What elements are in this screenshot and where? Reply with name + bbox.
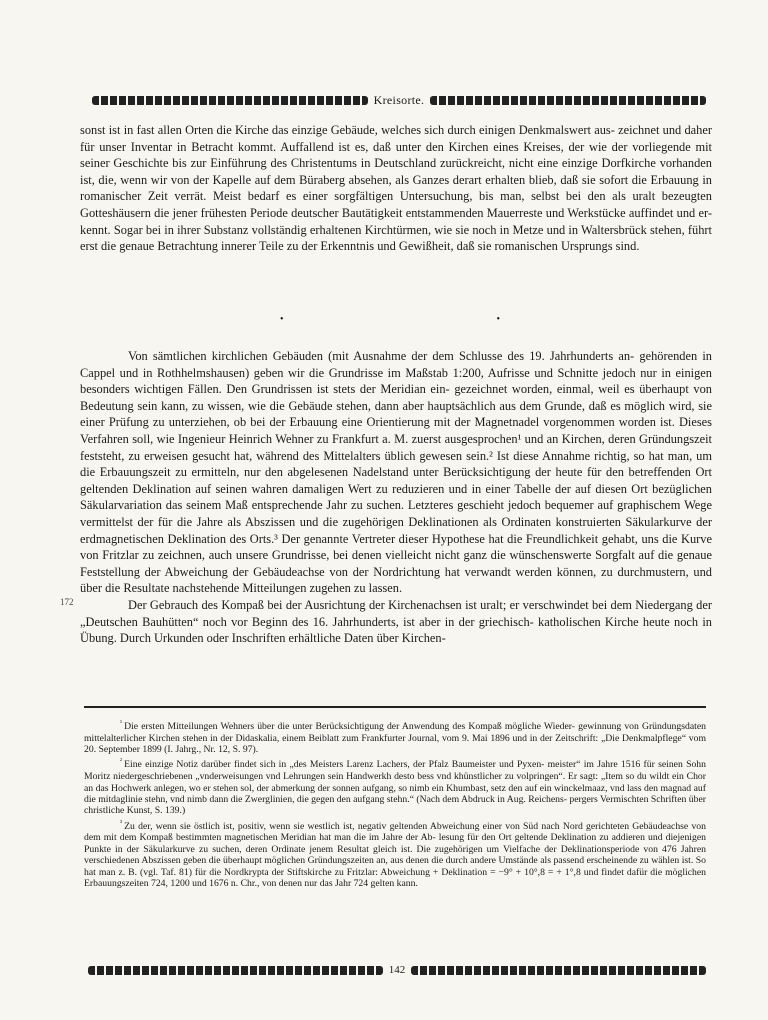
footer-ornament [88, 963, 706, 977]
header-ornament-right [430, 96, 706, 105]
margin-note: 172 [60, 597, 74, 607]
main-paragraphs [80, 348, 712, 647]
intro-paragraphs [80, 122, 712, 255]
footnote [84, 818, 706, 890]
footnote-mark: ³ [120, 818, 123, 827]
footnote-text: Die ersten Mitteilungen Wehners über die unter Berücksichtigung der Anwendung des Kompaß mögliche Wieder- gewinnung von Gründungsdaten mittelalterlicher Kirchen stehen in der Didaskalia, einem Beiblatt zum Frankfurter Journal, vom 9. Mai 1896 und in der Zeitschrift: „Die Denkmalpflege“ vom 20. September 1899 (I. Jahrg., Nr. 12, S. 97). [84, 721, 706, 756]
header-ornament-left [92, 96, 368, 105]
footer-ornament-right [411, 966, 706, 975]
footnote-text: Eine einzige Notiz darüber findet sich in „des Meisters Larenz Lachers, der Pfalz Baumeister und Pyxen- meister“ im Jahre 1516 für seinen Sohn Moritz niedergeschriebenen „vnderweisungen vnd Lehrungen sein Handwerkh desto bess vnd khünstlicher zu volpringen“. Er sagt: „Item so du wildt ein Chor an das Hochwerk anlegen, wo er stehen sol, der abmerkung der sonnen aufgang, so nimb ein Khumbast, setz den auf ein winckelmaaz, vnd lass den magnad auf die mitdaglinie stehn, vnd nimb dann die Zwerglinien, die gegen den aufgang stehn.“ (Nach dem Abdruck in Aug. Reichens- pergers Vermischten Schriften über christliche Kunst, S. 139.) [84, 759, 706, 817]
footnote-mark: ¹ [120, 719, 123, 727]
section-title: Kreisorte. [373, 92, 425, 107]
footnote-text: Zu der, wenn sie östlich ist, positiv, wenn sie westlich ist, negativ geltenden Abweichung einer von Süd nach Nord gerichteten Gebäudeachse von dem mit dem Kompaß bestimmten magnetischen Meridian hat man die im Jahre der Ab- lesung für den Ort geltende Deklination zu addieren und diejenigen Punkte in der Säkularkurve zu suchen, deren Ordinate jenem Resultat gleich ist. Die zugehörigen um Vielfache der Deklinationsperiode von 476 Jahren verschiedenen Abszissen geben die überhaupt möglichen Gründungszeiten an, aus denen die durch andere Umstände als passend erscheinende zu wählen ist. So hat man z. B. (vgl. Taf. 81) für die Nordkrypta der Stiftskirche zu Fritzlar: Abweichung + Deklination = −9° + 10°,8 = + 1°,8 und findet dafür die möglichen Erbauungszeiten 724, 1200 und 1676 n. Chr., von denen nur das Jahr 724 gelten kann. [84, 820, 706, 889]
footnotes [84, 718, 706, 890]
paragraph: Der Gebrauch des Kompaß bei der Ausrichtung der Kirchenachsen ist uralt; er verschwindet bei dem Niedergang der „Deutschen Bauhütten“ noch vor Beginn des 16. Jahrhunderts, ist aber in der griechisch- katholischen Kirche heute noch in Übung. Durch Urkunden oder Inschriften erhältliche Daten über Kirchen- [80, 597, 712, 646]
footnote-mark: ² [120, 757, 123, 766]
paragraph: sonst ist in fast allen Orten die Kirche das einzige Gebäude, welches sich durch einigen Denkmalswert aus- zeichnet und daher für unser Inventar in Betracht kommt. Auffallend ist es, daß unter den Kirchen eines Kreises, der wie der vorliegende mit seiner Geschichte bis zur Einführung des Christentums in Deutschland zurückreicht, nicht eine einzige Dorfkirche vorhanden ist, die, wenn wir von der Kapelle auf dem Büraberg absehen, als Ganzes derart erhalten blieb, daß sie sofort die Erbauung in romanischer Zeit verrät. Meist bedarf es einer sorgfältigen Untersuchung, bis man, selbst bei den als uralt bezeugten Gotteshäusern die jener frühesten Periode deutscher Bautätigkeit entstammenden Mauerreste und Werkstücke auffindet und er- kennt. Sogar bei in ihrer Substanz vollständig erhaltenen Kirchtürmen, wie sie noch in Metze und in Waltersbrück stehen, führt erst die genaue Betrachtung innerer Teile zu der Erkenntnis und Gewißheit, daß sie romanischen Ursprungs sind. [80, 123, 712, 254]
paragraph: Von sämtlichen kirchlichen Gebäuden (mit Ausnahme der dem Schlusse des 19. Jahrhunderts an- gehörenden in Cappel und in Rothhelmshausen) geben wir die Grundrisse im Maßstab 1:200, Aufrisse und Schnitte jedoch nur in einigen besonders wichtigen Fällen. Den Grundrissen ist stets der Meridian ein- gezeichnet worden, einmal, weil es überhaupt von Bedeutung sein kann, zu wissen, wie die Gebäude stehen, dann aber hauptsächlich aus dem Grunde, daß es möglich wird, sie einer Prüfung zu unterziehen, ob bei der Erbauung eine Orientierung mit der Magnetnadel vorgenommen worden ist. Dieses Verfahren soll, wie Ingenieur Heinrich Wehner zu Frankfurt a. M. zuerst ausgesprochen¹ und an Kirchen, deren Gründungszeit feststeht, zu erweisen gesucht hat, während des Mittelalters üblich gewesen sein.² Ist diese Annahme richtig, so hat man, um die Erbauungszeit zu ermitteln, nur den abgelesenen Nadelstand unter Berücksichtigung der heute für den betreffenden Ort geltenden Deklination auf seinen wahren damaligen Wert zu reduzieren und in einer Tabelle der auf diesen Ort bezüglichen Säkularvariation das seinem Maß entsprechende Jahr zu suchen. Letzteres geschieht jedoch bequemer auf graphischem Wege vermittelst der für die Jahre als Abszissen und die zugehörigen Deklinationen als Ordinaten konstruierten Säkularkurve der erdmagnetischen Deklination des Orts.³ Der genannte Vertreter dieser Hypothese hat die Freundlichkeit gehabt, uns die Kurve von Fritzlar zu zeichnen, auch unsere Grundrisse, bei denen vielleicht nicht ganz die wünschenswerte Sorgfalt auf die genaue Feststellung der Abweichung der Gebäudeachse von der Nordrichtung hat verwandt werden können, zu durchmustern, und über die Resultate nachstehende Mitteilungen zugehen zu lassen. [80, 349, 712, 596]
separator-dot-right: • [496, 314, 500, 325]
running-head [92, 93, 706, 107]
page-number: 142 [388, 964, 406, 976]
footnote-rule [84, 706, 706, 708]
section-separator [280, 314, 500, 325]
footnote [84, 718, 706, 755]
separator-dot-left: • [280, 314, 284, 325]
footnote [84, 756, 706, 816]
footer-ornament-left [88, 966, 383, 975]
